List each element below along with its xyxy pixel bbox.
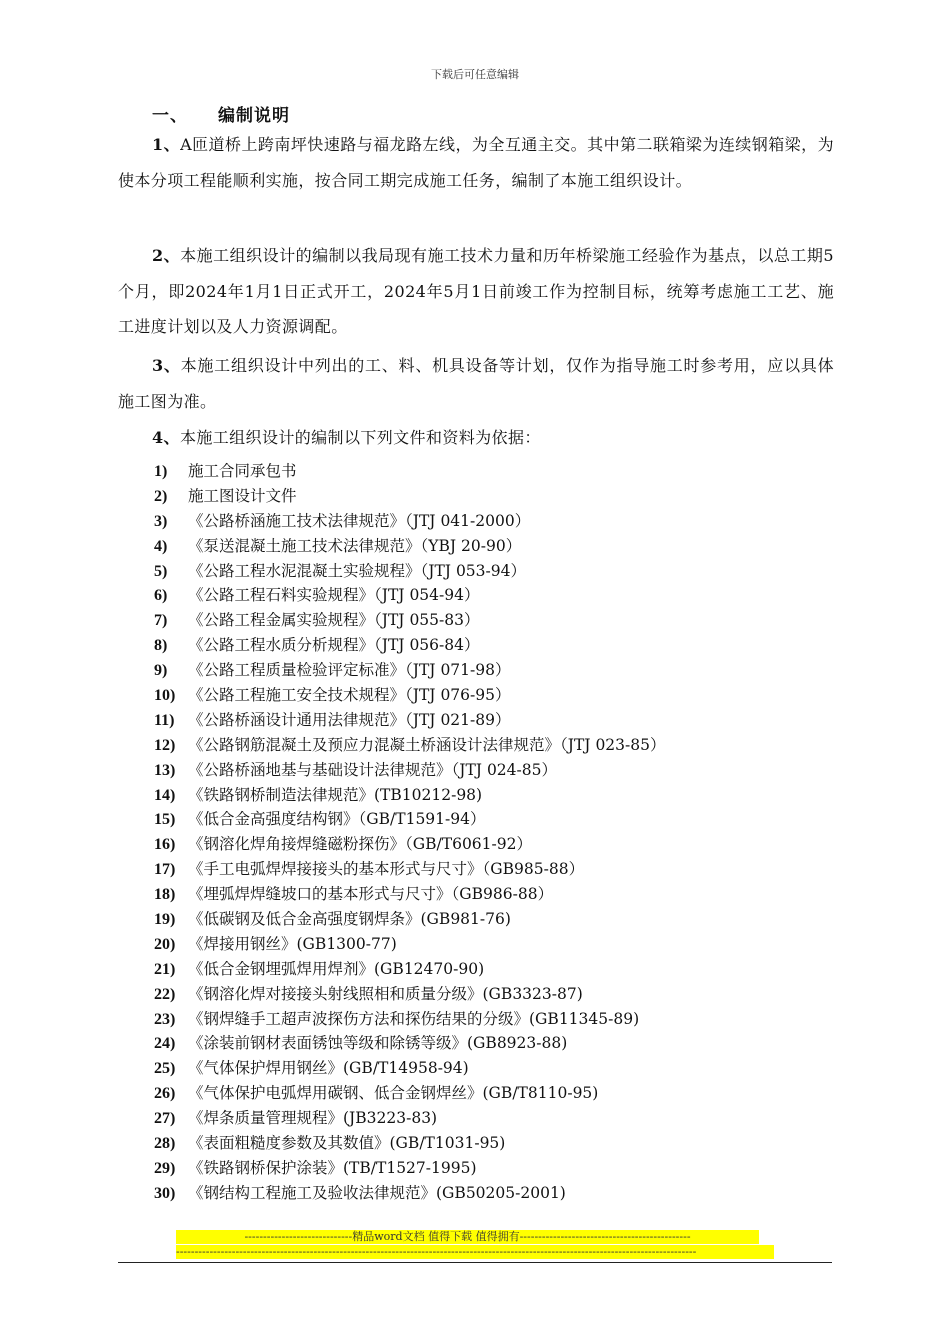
reference-item	[154, 857, 666, 882]
reference-text: 《公路桥涵设计通用法律规范》（JTJ 021-89）	[188, 710, 511, 729]
section-heading	[152, 101, 290, 126]
reference-item	[154, 559, 666, 584]
reference-number: 18)	[154, 886, 176, 904]
reference-item	[154, 932, 666, 957]
reference-text: 《焊条质量管理规程》(JB3223-83)	[188, 1109, 438, 1128]
reference-number: 24)	[154, 1035, 176, 1053]
reference-item	[154, 459, 666, 484]
reference-item	[154, 509, 666, 534]
reference-number: 11)	[154, 711, 175, 729]
reference-number: 7)	[154, 612, 168, 630]
reference-text: 《埋弧焊焊缝坡口的基本形式与尺寸》（GB986-88）	[188, 885, 554, 904]
paragraph-text: 本施工组织设计的编制以下列文件和资料为依据：	[179, 428, 541, 447]
reference-number: 12)	[154, 736, 176, 754]
paragraph-2	[118, 238, 834, 345]
reference-item	[154, 608, 666, 633]
reference-item	[154, 1106, 666, 1131]
reference-text: 《公路工程水泥混凝土实验规程》（JTJ 053-94）	[188, 561, 526, 580]
reference-list	[154, 459, 666, 1206]
reference-text: 《涂装前钢材表面锈蚀等级和除锈等级》(GB8923-88)	[188, 1034, 568, 1053]
reference-number: 15)	[154, 811, 176, 829]
reference-number: 2)	[154, 487, 168, 505]
reference-text: 《钢溶化焊对接接头射线照相和质量分级》(GB3323-87)	[188, 984, 583, 1003]
reference-text: 《公路工程水质分析规程》（JTJ 056-84）	[188, 636, 480, 655]
paragraph-1	[118, 127, 834, 198]
reference-number: 1)	[154, 463, 168, 480]
paragraph-text: 本施工组织设计中列出的工、料、机具设备等计划，仅作为指导施工时参考用，应以具体施工图为准。	[118, 356, 834, 411]
reference-number: 20)	[154, 935, 176, 953]
section-title: 编制说明	[218, 106, 290, 126]
reference-item	[154, 783, 666, 808]
reference-text: 《公路桥涵地基与基础设计法律规范》（JTJ 024-85）	[188, 760, 557, 779]
reference-item	[154, 882, 666, 907]
reference-item	[154, 484, 666, 509]
reference-text: 《表面粗糙度参数及其数值》(GB/T1031-95)	[188, 1134, 506, 1153]
reference-text: 《铁路钢桥保护涂装》(TB/T1527-1995)	[188, 1158, 477, 1177]
reference-item	[154, 807, 666, 832]
reference-item	[154, 633, 666, 658]
reference-item	[154, 733, 666, 758]
reference-item	[154, 1056, 666, 1081]
reference-number: 28)	[154, 1135, 176, 1153]
section-number: 一、	[152, 106, 188, 126]
reference-text: 《钢焊缝手工超声波探伤方法和探伤结果的分级》(GB11345-89)	[188, 1009, 640, 1028]
reference-item	[154, 1081, 666, 1106]
paragraph-4	[118, 420, 834, 456]
paragraph-number: 2、	[152, 246, 181, 265]
paragraph-text: A匝道桥上跨南坪快速路与福龙路左线，为全互通主交。其中第二联箱梁为连续钢箱梁，为使本分项工程能顺利实施，按合同工期完成施工任务，编制了本施工组织设计。	[118, 135, 834, 190]
reference-text: 《焊接用钢丝》(GB1300-77)	[188, 934, 397, 953]
reference-text: 《气体保护焊用钢丝》(GB/T14958-94)	[188, 1059, 469, 1078]
reference-number: 10)	[154, 687, 176, 705]
reference-item	[154, 1007, 666, 1032]
reference-item	[154, 957, 666, 982]
reference-number: 30)	[154, 1184, 176, 1202]
paragraph-text: 本施工组织设计的编制以我局现有施工技术力量和历年桥梁施工经验作为基点，以总工期5个月，即2024年1月1日正式开工，2024年5月1日前竣工作为控制目标，统筹考虑施工工艺、施工进度计划以及人力资源调配。	[118, 246, 834, 336]
reference-text: 《气体保护电弧焊用碳钢、低合金钢焊丝》(GB/T8110-95)	[188, 1084, 599, 1103]
reference-number: 23)	[154, 1010, 176, 1028]
reference-text: 《低合金高强度结构钢》（GB/T1591-94）	[188, 810, 486, 829]
reference-number: 14)	[154, 786, 176, 804]
reference-text: 《钢结构工程施工及验收法律规范》(GB50205-2001)	[188, 1183, 566, 1202]
reference-item	[154, 758, 666, 783]
footer-banner: -----------------------------精品word文档 值得下载 值得拥有----------------------------------------------	[176, 1230, 759, 1244]
reference-text: 《公路工程金属实验规程》（JTJ 055-83）	[188, 611, 480, 630]
reference-text: 施工合同承包书	[188, 462, 297, 480]
reference-text: 《手工电弧焊焊接接头的基本形式与尺寸》（GB985-88）	[188, 860, 585, 879]
paragraph-3	[118, 348, 834, 419]
reference-text: 《公路钢筋混凝土及预应力混凝土桥涵设计法律规范》（JTJ 023-85）	[188, 735, 666, 754]
reference-text: 《泵送混凝土施工技术法律规范》（YBJ 20-90）	[188, 536, 522, 555]
reference-number: 27)	[154, 1110, 176, 1128]
reference-number: 8)	[154, 637, 168, 655]
reference-item	[154, 708, 666, 733]
reference-item	[154, 683, 666, 708]
footer-rule	[118, 1262, 832, 1263]
reference-number: 17)	[154, 861, 176, 879]
reference-item	[154, 1131, 666, 1156]
reference-item	[154, 534, 666, 559]
reference-item	[154, 583, 666, 608]
reference-text: 《低合金钢埋弧焊用焊剂》(GB12470-90)	[188, 959, 485, 978]
reference-number: 3)	[154, 512, 168, 530]
reference-number: 13)	[154, 761, 176, 779]
reference-item	[154, 982, 666, 1007]
reference-text: 《公路工程石料实验规程》（JTJ 054-94）	[188, 586, 480, 605]
paragraph-number: 4、	[152, 428, 180, 447]
reference-item	[154, 1181, 666, 1206]
reference-item	[154, 832, 666, 857]
paragraph-number: 3、	[152, 356, 181, 375]
reference-number: 21)	[154, 960, 176, 978]
reference-text: 《铁路钢桥制造法律规范》(TB10212-98)	[188, 785, 483, 804]
reference-number: 22)	[154, 985, 176, 1003]
reference-number: 19)	[154, 911, 176, 929]
reference-text: 《公路桥涵施工技术法律规范》（JTJ 041-2000）	[188, 511, 531, 530]
reference-item	[154, 658, 666, 683]
reference-number: 29)	[154, 1159, 176, 1177]
footer-banner-dashes: --------------------------------------------------------------------------------------------------------------------------------------------	[176, 1245, 774, 1259]
reference-number: 9)	[154, 662, 168, 680]
reference-text: 施工图设计文件	[188, 486, 297, 505]
paragraph-number: 1、	[152, 135, 181, 154]
reference-number: 6)	[154, 587, 168, 605]
reference-number: 26)	[154, 1085, 176, 1103]
reference-text: 《低碳钢及低合金高强度钢焊条》(GB981-76)	[188, 910, 511, 929]
reference-number: 4)	[154, 537, 168, 555]
reference-number: 25)	[154, 1060, 176, 1078]
reference-text: 《钢溶化焊角接焊缝磁粉探伤》（GB/T6061-92）	[188, 835, 532, 854]
reference-item	[154, 1156, 666, 1181]
header-note: 下载后可任意编辑	[431, 68, 519, 81]
reference-item	[154, 1031, 666, 1056]
reference-number: 5)	[154, 562, 168, 580]
reference-item	[154, 907, 666, 932]
reference-number: 16)	[154, 836, 176, 854]
reference-text: 《公路工程施工安全技术规程》（JTJ 076-95）	[188, 686, 511, 705]
reference-text: 《公路工程质量检验评定标准》（JTJ 071-98）	[188, 661, 511, 680]
